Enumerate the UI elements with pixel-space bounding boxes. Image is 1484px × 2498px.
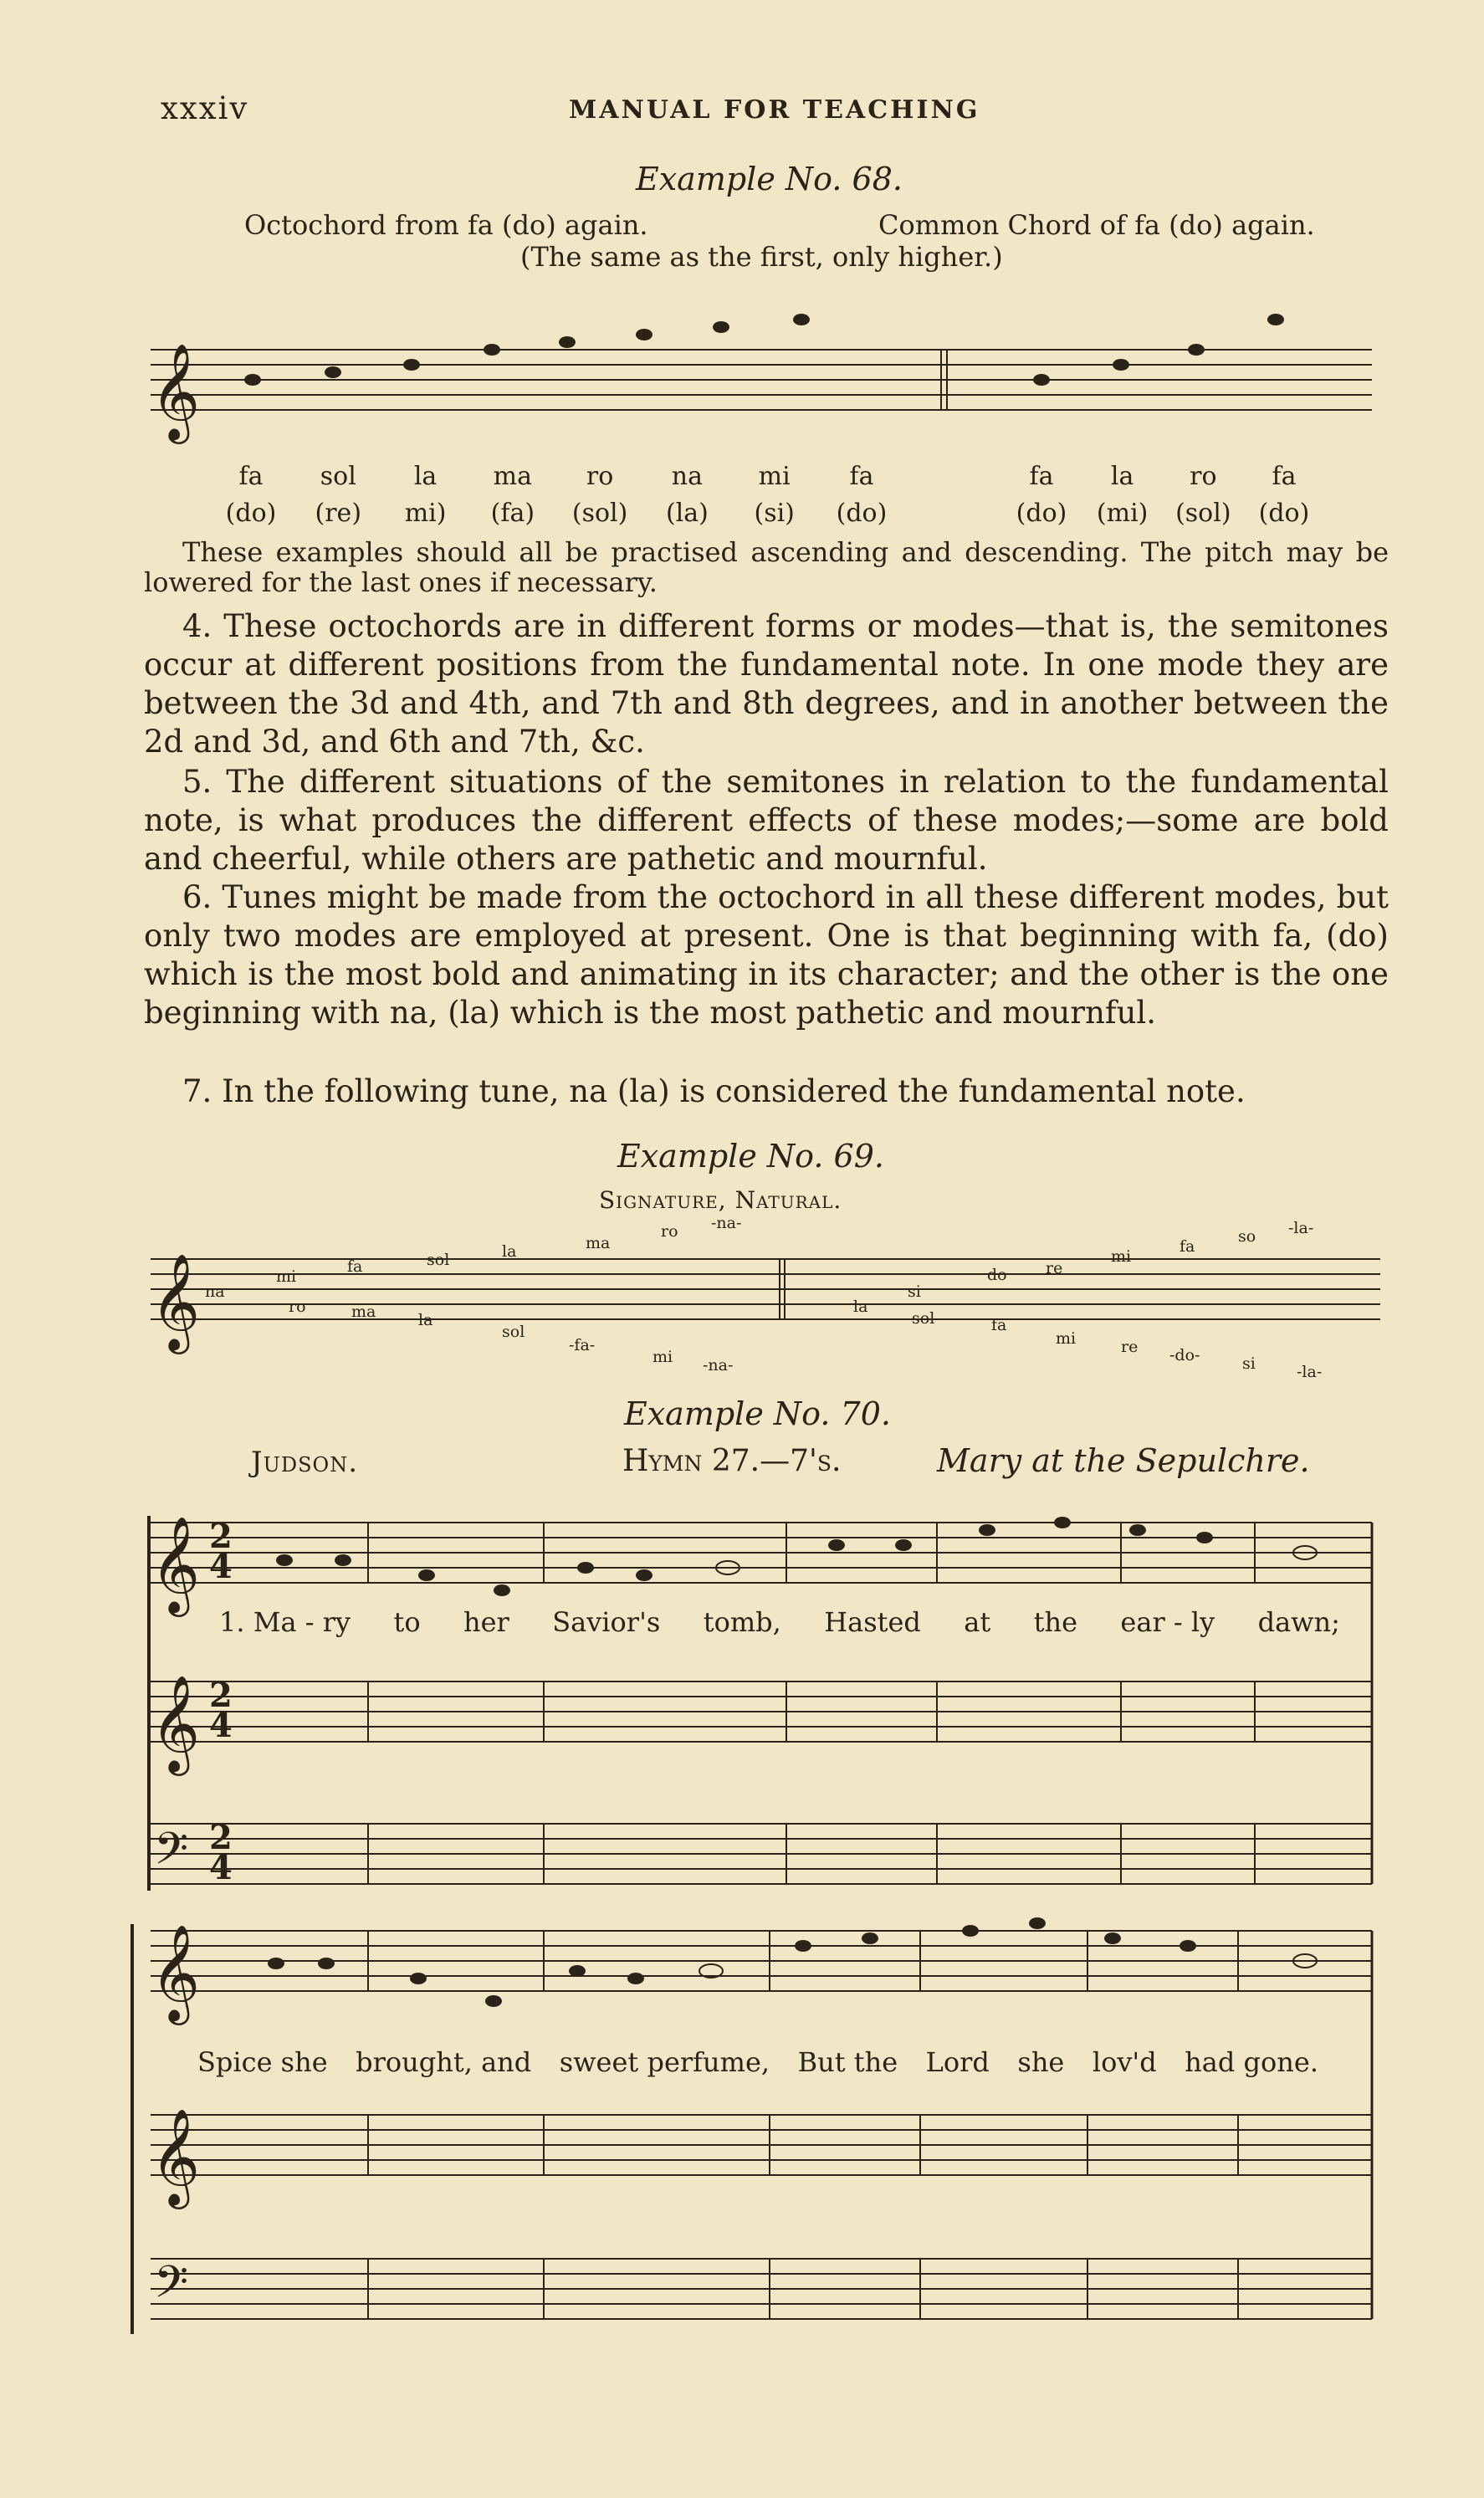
lyric-word: she [1017, 2046, 1065, 2078]
ladder-syllable: re [1046, 1259, 1063, 1277]
bass-clef-icon: 𝄢 [154, 1824, 189, 1886]
syllable: ro [1190, 462, 1217, 491]
time-signature-bottom: 4 [209, 1706, 233, 1745]
syllable: mi [758, 462, 791, 491]
example-68-notes [244, 314, 1284, 386]
ladder-syllable: la [502, 1242, 517, 1261]
lyric-word: 1. Ma - ry [219, 1606, 351, 1638]
syllable: fa [849, 462, 874, 491]
example-70-notes [268, 1517, 1317, 2007]
lyric-word: tomb, [703, 1606, 781, 1638]
lyric-word: ear - ly [1120, 1606, 1215, 1638]
lyric-word: at [964, 1606, 991, 1638]
example-69-ladder [201, 1214, 1372, 1393]
paragraph-7: 7. In the following tune, na (la) is considered the fundamental note. [182, 1073, 1246, 1109]
ladder-syllable: ma [586, 1234, 611, 1252]
time-signature-top: 2 [209, 1517, 233, 1556]
treble-clef-icon: 𝄞 [151, 1515, 201, 1613]
solfege: (sol) [1175, 499, 1231, 528]
solfege: (do) [1258, 499, 1310, 528]
solfege: (si) [754, 499, 795, 528]
example-70-system-2 [132, 1723, 1372, 2334]
example-69-title: Example No. 69. [617, 1138, 884, 1175]
lyric-word: the [1033, 1606, 1078, 1638]
example-68-solfege-row [213, 499, 899, 528]
syllable: fa [238, 462, 264, 491]
lyric-word: lov'd [1092, 2046, 1157, 2078]
example-70-title: Example No. 70. [624, 1395, 891, 1432]
ladder-syllable: mi [276, 1267, 297, 1286]
ladder-syllable: mi [652, 1348, 673, 1366]
syllable: fa [1272, 462, 1297, 491]
treble-clef-icon: 𝄞 [151, 1674, 201, 1772]
ladder-syllable: la [418, 1311, 433, 1329]
example-70-barlines [368, 1523, 1255, 2319]
ladder-syllable: si [908, 1282, 921, 1301]
syllable: la [1110, 462, 1134, 491]
tune-name: Judson. [251, 1446, 359, 1479]
running-title: MANUAL FOR TEACHING [569, 95, 980, 125]
example-68-note: These examples should all be practised ascending and descending. The pitch may be lowered for the last ones if necessary. [144, 536, 1389, 598]
ladder-syllable: do [987, 1266, 1007, 1284]
ladder-syllable: fa [1180, 1237, 1195, 1256]
solfege: mi) [404, 499, 447, 528]
lyric-line-2 [197, 2046, 1318, 2078]
solfege: (fa) [490, 499, 535, 528]
lyric-word: Savior's [552, 1606, 661, 1638]
example-68-chord-solfege [1004, 499, 1322, 528]
example-68-chord-syllables [1004, 462, 1322, 491]
example-68-syllable-row [213, 462, 899, 491]
example-68-left-caption: Octochord from fa (do) again. [244, 209, 648, 241]
syllable: na [671, 462, 704, 491]
ladder-syllable: ro [289, 1298, 306, 1316]
ladder-syllable: fa [991, 1316, 1007, 1334]
ladder-syllable: sol [427, 1251, 450, 1269]
example-68-left-caption-sub: (The same as the first, only higher.) [520, 241, 1003, 273]
lyric-word: brought, and [356, 2046, 532, 2078]
treble-clef-icon: 𝄞 [151, 2107, 201, 2205]
lyric-word: had gone. [1185, 2046, 1318, 2078]
page-number: xxxiv [161, 90, 249, 126]
ladder-syllable: re [1121, 1338, 1139, 1356]
solfege: (do) [836, 499, 888, 528]
ladder-syllable: sol [502, 1323, 525, 1341]
lyric-word: Lord [925, 2046, 990, 2078]
ladder-syllable: sol [912, 1309, 935, 1328]
paragraph-5: 5. The different situations of the semitones in relation to the fundamental note, is what produces the different effects of these modes;—some are bold and cheerful, while others are pathetic and mournful. [144, 764, 1389, 877]
time-signature-top: 2 [209, 1676, 233, 1715]
ladder-syllable: ma [351, 1303, 376, 1321]
syllable: fa [1029, 462, 1054, 491]
solfege: (do) [225, 499, 277, 528]
time-signature-bottom: 4 [209, 1848, 233, 1887]
ladder-syllable: -na- [703, 1356, 734, 1374]
ladder-syllable: -fa- [569, 1336, 596, 1354]
treble-clef-icon: 𝄞 [151, 342, 201, 440]
ladder-syllable: ro [661, 1222, 678, 1241]
lyric-word: Hasted [824, 1606, 921, 1638]
paragraph-6: 6. Tunes might be made from the octochord in all these different modes, but only two modes are employed at present. One is that beginning with fa, (do) which is the most bold and animating in its character; and the other is the one beginning with na, (la) which is the most pathetic and mournful. [144, 879, 1389, 1031]
syllable: ma [493, 462, 533, 491]
lyric-line-1 [219, 1606, 1340, 1638]
syllable: la [413, 462, 438, 491]
example-68-title: Example No. 68. [636, 161, 903, 197]
example-69-signature: Signature, Natural. [599, 1186, 842, 1214]
lyric-word: to [393, 1606, 421, 1638]
ladder-syllable: so [1238, 1227, 1256, 1246]
tune-subtitle: Mary at the Sepulchre. [937, 1442, 1310, 1479]
treble-clef-icon: 𝄞 [151, 1923, 201, 2021]
example-68-staff [151, 350, 1372, 410]
ladder-syllable: si [1242, 1354, 1256, 1373]
syllable: ro [586, 462, 614, 491]
ladder-syllable: -la- [1288, 1219, 1314, 1237]
ladder-syllable: mi [1056, 1329, 1077, 1348]
lyric-word: Spice she [197, 2046, 328, 2078]
example-70-system-1 [149, 1516, 1372, 1891]
example-68-right-caption: Common Chord of fa (do) again. [878, 209, 1315, 241]
time-signature-bottom: 4 [209, 1547, 233, 1586]
paragraph-4: 4. These octochords are in different forms or modes—that is, the semitones occur at different positions from the fundamental note. In one mode they are between the 3d and 4th, and 7th and 8th degrees, and in another between the 2d and 3d, and 6th and 7th, &c. [144, 608, 1389, 760]
lyric-word: sweet perfume, [559, 2046, 770, 2078]
bass-clef-icon: 𝄢 [154, 2257, 189, 2319]
lyric-word: But the [797, 2046, 898, 2078]
solfege: (do) [1016, 499, 1067, 528]
ladder-syllable: -na- [711, 1214, 742, 1232]
ladder-syllable: mi [1111, 1247, 1132, 1266]
treble-clef-icon: 𝄞 [151, 1252, 201, 1350]
solfege: (mi) [1096, 499, 1149, 528]
ladder-syllable: -la- [1297, 1363, 1323, 1381]
lyric-word: dawn; [1257, 1606, 1340, 1638]
ladder-syllable: la [853, 1298, 868, 1316]
syllable: sol [320, 462, 356, 491]
ladder-syllable: na [205, 1282, 225, 1301]
hymn-label: Hymn 27.—7's. [622, 1444, 842, 1478]
solfege: (sol) [571, 499, 628, 528]
lyric-word: her [463, 1606, 509, 1638]
solfege: (la) [665, 499, 709, 528]
time-signature-top: 2 [209, 1818, 233, 1857]
ladder-syllable: -do- [1169, 1346, 1200, 1364]
ladder-syllable: fa [347, 1257, 363, 1276]
solfege: (re) [315, 499, 362, 528]
